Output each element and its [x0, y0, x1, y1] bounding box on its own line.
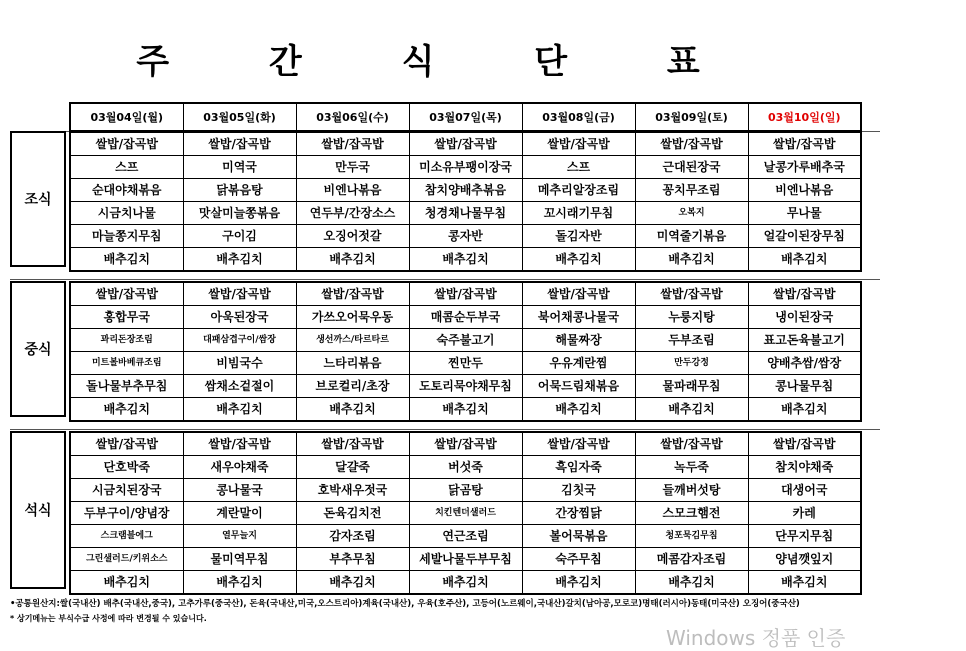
menu-row: [70, 132, 861, 156]
menu-row: [70, 548, 861, 571]
menu-cell: 배추김치: [522, 398, 635, 422]
menu-cell: 배추김치: [409, 398, 522, 422]
menu-cell: 돌나물부추무침: [70, 375, 183, 398]
menu-cell: 근대된장국: [635, 156, 748, 179]
menu-cell: 두부구이/양념장: [70, 502, 183, 525]
menu-cell: 배추김치: [183, 398, 296, 422]
menu-cell: 배추김치: [409, 248, 522, 272]
menu-cell: 스프: [522, 156, 635, 179]
day-header-3: 03월07일(목): [409, 103, 522, 131]
menu-cell: 물파래무침: [635, 375, 748, 398]
menu-cell: 미역국: [183, 156, 296, 179]
menu-cell: 스프: [70, 156, 183, 179]
menu-cell: 스크램블에그: [70, 525, 183, 548]
menu-row: [70, 432, 861, 456]
day-header-6: 03월10일(일): [748, 103, 861, 131]
menu-cell: 배추김치: [748, 248, 861, 272]
menu-cell: 배추김치: [635, 398, 748, 422]
day-header-5: 03월09일(토): [635, 103, 748, 131]
menu-row: [70, 525, 861, 548]
menu-cell: 쌀밥/잡곡밥: [70, 282, 183, 306]
menu-cell: 배추김치: [296, 571, 409, 595]
menu-cell: 그린샐러드/키위소스: [70, 548, 183, 571]
menu-cell: 양배추쌈/쌈장: [748, 352, 861, 375]
menu-cell: 달걀죽: [296, 456, 409, 479]
menu-cell: 볼어묵볶음: [522, 525, 635, 548]
menu-cell: 배추김치: [183, 248, 296, 272]
menu-cell: 연두부/간장소스: [296, 202, 409, 225]
menu-cell: 물미역무침: [183, 548, 296, 571]
menu-cell: 쌀밥/잡곡밥: [296, 432, 409, 456]
menu-cell: 시금치나물: [70, 202, 183, 225]
menu-cell: 배추김치: [70, 571, 183, 595]
menu-cell: 배추김치: [748, 571, 861, 595]
menu-cell: 쌀밥/잡곡밥: [635, 132, 748, 156]
menu-cell: 쌀밥/잡곡밥: [522, 432, 635, 456]
menu-cell: 냉이된장국: [748, 306, 861, 329]
menu-cell: 청포묵김무침: [635, 525, 748, 548]
menu-cell: 미소유부팽이장국: [409, 156, 522, 179]
menu-cell: 스모크햄전: [635, 502, 748, 525]
menu-cell: 콩자반: [409, 225, 522, 248]
menu-cell: 꼬시래기무침: [522, 202, 635, 225]
menu-row: [70, 306, 861, 329]
menu-cell: 생선까스/타르타르: [296, 329, 409, 352]
menu-cell: 도토리묵야채무침: [409, 375, 522, 398]
menu-cell: 두부조림: [635, 329, 748, 352]
menu-cell: 오징어젓갈: [296, 225, 409, 248]
menu-cell: 간장찜닭: [522, 502, 635, 525]
menu-cell: 숙주무침: [522, 548, 635, 571]
menu-cell: 닭곰탕: [409, 479, 522, 502]
origin-note: •공통원산지:쌀(국내산) 배추(국내산,중국), 고추가루(중국산), 돈육(국내산,미국,오스트리아)계육(국내산), 우육(호주산), 고등어(노르웨이,국내산)갈치(남아공,모로코)명태(러시아)동태(미국산) 오징어(중국산): [10, 599, 800, 609]
menu-cell: 버섯죽: [409, 456, 522, 479]
menu-cell: 돌김자반: [522, 225, 635, 248]
menu-row: [70, 225, 861, 248]
menu-cell: 쌀밥/잡곡밥: [296, 132, 409, 156]
menu-cell: 찐만두: [409, 352, 522, 375]
menu-cell: 참치야채죽: [748, 456, 861, 479]
menu-cell: 카레: [748, 502, 861, 525]
menu-cell: 홍합무국: [70, 306, 183, 329]
menu-cell: 숙주불고기: [409, 329, 522, 352]
menu-cell: 아욱된장국: [183, 306, 296, 329]
menu-row: [70, 456, 861, 479]
menu-cell: 만두국: [296, 156, 409, 179]
menu-cell: 북어채콩나물국: [522, 306, 635, 329]
meal-table-2: [69, 431, 862, 595]
menu-cell: 우유계란찜: [522, 352, 635, 375]
menu-cell: 꽈리돈장조림: [70, 329, 183, 352]
menu-cell: 메콤감자조림: [635, 548, 748, 571]
menu-row: [70, 329, 861, 352]
day-header-0: 03월04일(월): [70, 103, 183, 131]
menu-cell: 오복지: [635, 202, 748, 225]
menu-cell: 대패삼겹구이/쌈장: [183, 329, 296, 352]
meal-label-1: 중식: [10, 281, 66, 417]
menu-cell: 날콩가루배추국: [748, 156, 861, 179]
menu-cell: 단무지무침: [748, 525, 861, 548]
day-header-1: 03월05일(화): [183, 103, 296, 131]
menu-cell: 배추김치: [296, 398, 409, 422]
menu-cell: 쌀밥/잡곡밥: [748, 132, 861, 156]
menu-row: [70, 179, 861, 202]
activation-watermark: Windows 정품 인증: [666, 626, 846, 650]
menu-row: [70, 352, 861, 375]
day-header-4: 03월08일(금): [522, 103, 635, 131]
menu-cell: 쌀밥/잡곡밥: [409, 432, 522, 456]
menu-cell: 비빔국수: [183, 352, 296, 375]
menu-cell: 단호박죽: [70, 456, 183, 479]
menu-cell: 닭볶음탕: [183, 179, 296, 202]
menu-cell: 얼갈이된장무침: [748, 225, 861, 248]
menu-cell: 양념깻잎지: [748, 548, 861, 571]
menu-cell: 브로컬리/초장: [296, 375, 409, 398]
menu-row: [70, 479, 861, 502]
menu-cell: 느타리볶음: [296, 352, 409, 375]
menu-cell: 콩나물무침: [748, 375, 861, 398]
menu-cell: 호박새우젓국: [296, 479, 409, 502]
menu-cell: 마늘쫑지무침: [70, 225, 183, 248]
menu-row: [70, 156, 861, 179]
menu-cell: 쌀밥/잡곡밥: [635, 282, 748, 306]
menu-cell: 배추김치: [635, 248, 748, 272]
meal-table-0: [69, 131, 862, 272]
menu-cell: 시금치된장국: [70, 479, 183, 502]
menu-row: [70, 398, 861, 422]
menu-cell: 순대야채볶음: [70, 179, 183, 202]
day-header-2: 03월06일(수): [296, 103, 409, 131]
menu-cell: 돈육김치전: [296, 502, 409, 525]
menu-cell: 구이김: [183, 225, 296, 248]
divider-1: [10, 429, 880, 430]
menu-cell: 열무늘지: [183, 525, 296, 548]
page-title: 주 간 식 단 표: [136, 42, 744, 82]
menu-row: [70, 571, 861, 595]
menu-cell: 쌀밥/잡곡밥: [522, 282, 635, 306]
menu-cell: 흑임자죽: [522, 456, 635, 479]
menu-cell: 계란말이: [183, 502, 296, 525]
menu-cell: 비엔나볶음: [296, 179, 409, 202]
menu-row: [70, 375, 861, 398]
menu-cell: 메추리알장조림: [522, 179, 635, 202]
menu-cell: 쌀밥/잡곡밥: [70, 132, 183, 156]
menu-cell: 쌀밥/잡곡밥: [748, 282, 861, 306]
menu-cell: 쌀밥/잡곡밥: [409, 282, 522, 306]
menu-cell: 표고돈육불고기: [748, 329, 861, 352]
menu-cell: 쌀밥/잡곡밥: [183, 432, 296, 456]
menu-cell: 배추김치: [748, 398, 861, 422]
meal-label-2: 석식: [10, 431, 66, 589]
menu-cell: 쌀밥/잡곡밥: [183, 282, 296, 306]
menu-cell: 쌀밥/잡곡밥: [522, 132, 635, 156]
menu-cell: 맛살미늘쫑볶음: [183, 202, 296, 225]
menu-cell: 콩나물국: [183, 479, 296, 502]
menu-cell: 배추김치: [522, 248, 635, 272]
menu-cell: 만두강정: [635, 352, 748, 375]
menu-cell: 부추무침: [296, 548, 409, 571]
menu-cell: 가쓰오어묵우동: [296, 306, 409, 329]
menu-cell: 치킨텐더샐러드: [409, 502, 522, 525]
menu-cell: 어묵드림채볶음: [522, 375, 635, 398]
menu-cell: 쌈채소겉절이: [183, 375, 296, 398]
menu-cell: 꽁치무조림: [635, 179, 748, 202]
menu-cell: 김칫국: [522, 479, 635, 502]
menu-cell: 미역줄기볶음: [635, 225, 748, 248]
menu-cell: 배추김치: [70, 398, 183, 422]
menu-cell: 쌀밥/잡곡밥: [409, 132, 522, 156]
menu-cell: 청경채나물무침: [409, 202, 522, 225]
menu-cell: 배추김치: [70, 248, 183, 272]
menu-cell: 새우야채죽: [183, 456, 296, 479]
menu-cell: 연근조림: [409, 525, 522, 548]
menu-cell: 배추김치: [522, 571, 635, 595]
menu-cell: 무나물: [748, 202, 861, 225]
menu-cell: 참치양배추볶음: [409, 179, 522, 202]
menu-cell: 배추김치: [635, 571, 748, 595]
menu-cell: 누룽지탕: [635, 306, 748, 329]
day-header-row: [69, 102, 862, 132]
menu-cell: 녹두죽: [635, 456, 748, 479]
menu-row: [70, 502, 861, 525]
menu-cell: 쌀밥/잡곡밥: [635, 432, 748, 456]
meal-table-1: [69, 281, 862, 422]
menu-cell: 매콤순두부국: [409, 306, 522, 329]
menu-row: [70, 282, 861, 306]
menu-row: [70, 202, 861, 225]
menu-cell: 배추김치: [296, 248, 409, 272]
menu-cell: 해물짜장: [522, 329, 635, 352]
menu-row: [70, 248, 861, 272]
menu-cell: 대생어국: [748, 479, 861, 502]
menu-cell: 쌀밥/잡곡밥: [296, 282, 409, 306]
meal-label-0: 조식: [10, 131, 66, 267]
menu-cell: 쌀밥/잡곡밥: [70, 432, 183, 456]
menu-cell: 배추김치: [409, 571, 522, 595]
menu-cell: 미트볼바베큐조림: [70, 352, 183, 375]
menu-cell: 세발나물두부무침: [409, 548, 522, 571]
menu-cell: 쌀밥/잡곡밥: [183, 132, 296, 156]
menu-cell: 쌀밥/잡곡밥: [748, 432, 861, 456]
change-notice: * 상기메뉴는 부식수급 사정에 따라 변경될 수 있습니다.: [10, 614, 207, 623]
menu-cell: 배추김치: [183, 571, 296, 595]
divider-0: [10, 279, 880, 280]
menu-cell: 비엔나볶음: [748, 179, 861, 202]
menu-cell: 들깨버섯탕: [635, 479, 748, 502]
menu-cell: 감자조림: [296, 525, 409, 548]
